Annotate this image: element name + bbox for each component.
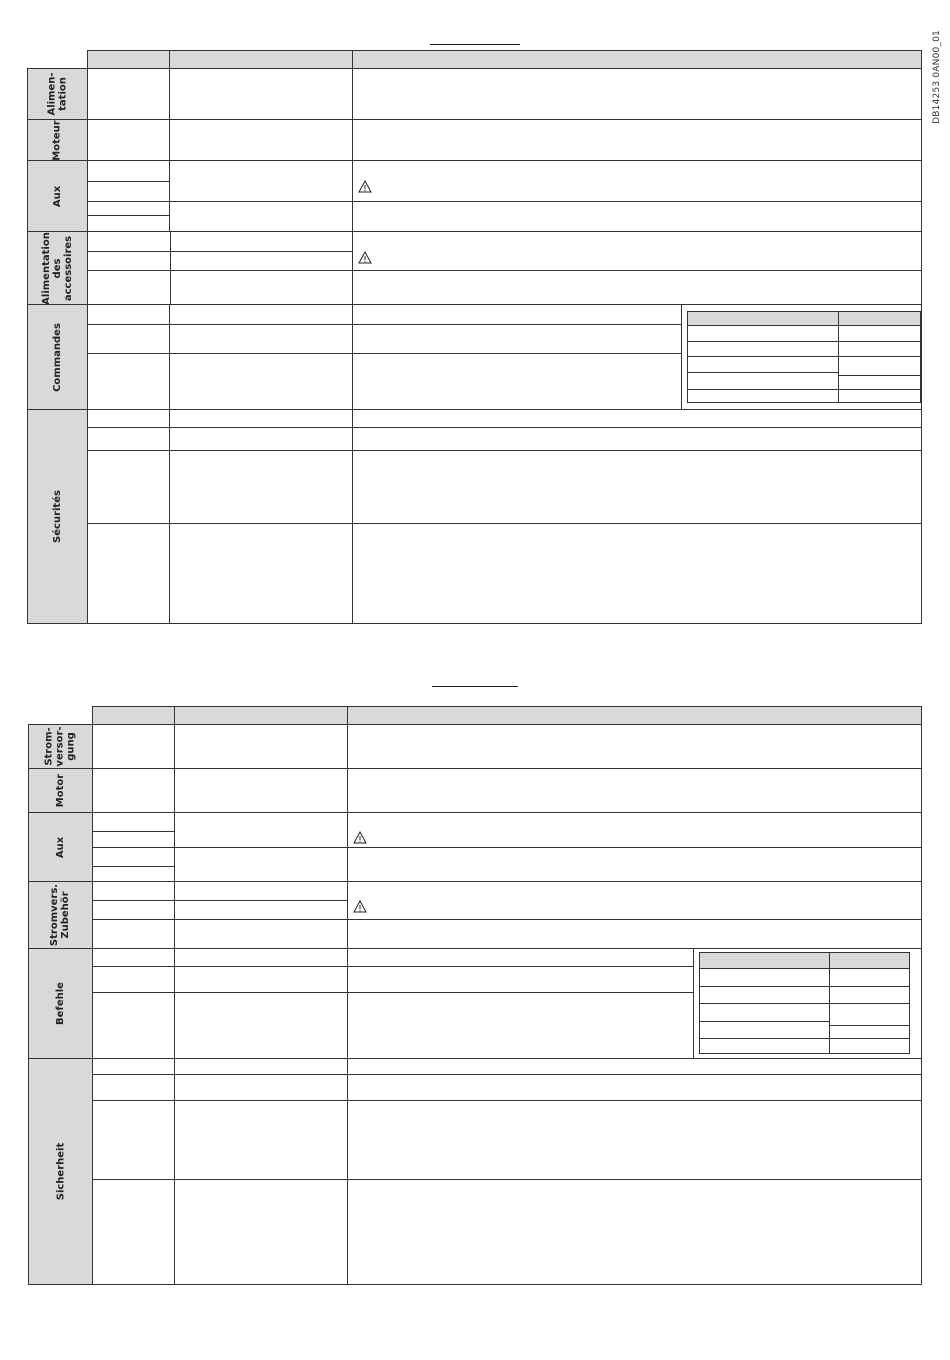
table-cell bbox=[87, 231, 171, 252]
section-label-sicherheit bbox=[28, 1058, 93, 1285]
table-cell bbox=[92, 881, 175, 901]
table-cell bbox=[352, 304, 682, 325]
section-label-text: Alimentation des accessoires bbox=[41, 231, 74, 305]
table-cell bbox=[174, 1179, 348, 1285]
inner-table-cell bbox=[699, 968, 830, 987]
table-de-header-col3 bbox=[347, 706, 922, 725]
table-cell bbox=[87, 215, 170, 232]
table-fr-header-col1 bbox=[87, 50, 170, 69]
table-cell bbox=[170, 231, 353, 252]
table-cell bbox=[87, 409, 170, 428]
table-cell bbox=[169, 68, 353, 120]
table-cell bbox=[92, 847, 175, 867]
table-cell bbox=[92, 1179, 175, 1285]
warning-triangle-icon bbox=[358, 251, 372, 264]
table-cell bbox=[169, 353, 353, 410]
table-cell bbox=[87, 353, 170, 410]
section-label-text: Stromvers. Zubehör bbox=[49, 883, 72, 947]
table-cell bbox=[87, 201, 170, 216]
table-cell bbox=[92, 900, 175, 920]
table-cell bbox=[347, 881, 922, 920]
section-label-text: Sicherheit bbox=[55, 1142, 66, 1201]
section-label-aux bbox=[28, 812, 93, 882]
table-cell bbox=[92, 812, 175, 832]
section-label-alimentation bbox=[27, 68, 88, 120]
section-label-text: Strom- versor- gung bbox=[43, 726, 77, 767]
table-cell bbox=[174, 812, 348, 848]
inner-table-cell bbox=[699, 1021, 830, 1039]
table-cell bbox=[347, 1074, 922, 1101]
inner-table-cell bbox=[687, 341, 839, 357]
inner-table-cell bbox=[829, 1025, 910, 1039]
section-label-motor bbox=[28, 768, 93, 813]
table-cell bbox=[92, 992, 175, 1059]
section-label-moteur bbox=[27, 119, 88, 161]
inner-table-header bbox=[699, 952, 830, 969]
inner-table-cell bbox=[829, 1038, 910, 1054]
table-cell bbox=[352, 409, 922, 428]
table-cell bbox=[87, 160, 170, 182]
table-cell bbox=[352, 523, 922, 624]
inner-table-cell bbox=[699, 1038, 830, 1054]
table-cell bbox=[347, 724, 922, 769]
inner-table-cell bbox=[829, 968, 910, 987]
table-cell bbox=[87, 119, 170, 161]
table-cell bbox=[352, 427, 922, 451]
table-fr-title-line bbox=[430, 44, 520, 45]
table-cell bbox=[92, 919, 175, 949]
inner-table-cell bbox=[838, 341, 921, 357]
table-cell bbox=[174, 768, 348, 813]
table-de-header-col2 bbox=[174, 706, 348, 725]
inner-table-cell bbox=[699, 986, 830, 1004]
table-cell bbox=[87, 68, 170, 120]
table-cell bbox=[92, 948, 175, 967]
table-cell bbox=[169, 324, 353, 354]
section-label-text: Aux bbox=[52, 185, 63, 207]
table-cell bbox=[174, 1058, 348, 1075]
table-fr-header-col3 bbox=[352, 50, 922, 69]
table-cell bbox=[169, 160, 353, 202]
inner-table-cell bbox=[687, 356, 839, 373]
table-cell bbox=[352, 119, 922, 161]
section-label-befehle bbox=[28, 948, 93, 1059]
table-cell bbox=[174, 966, 348, 993]
table-cell bbox=[92, 1058, 175, 1075]
inner-table-cell bbox=[829, 986, 910, 1004]
table-cell bbox=[87, 181, 170, 202]
table-cell bbox=[92, 866, 175, 882]
section-label-stromvers-zubehoer bbox=[28, 881, 93, 949]
table-cell bbox=[347, 768, 922, 813]
section-label-stromversorgung bbox=[28, 724, 93, 769]
table-cell bbox=[169, 409, 353, 428]
inner-table-header bbox=[838, 311, 921, 326]
table-cell bbox=[169, 450, 353, 524]
table-cell bbox=[352, 231, 922, 271]
table-cell bbox=[174, 1074, 348, 1101]
table-fr-header-col2 bbox=[169, 50, 353, 69]
section-label-text: Alimen- tation bbox=[46, 72, 69, 116]
table-cell bbox=[352, 450, 922, 524]
table-cell bbox=[174, 881, 348, 901]
section-label-text: Befehle bbox=[55, 982, 66, 1025]
inner-table-cell bbox=[838, 325, 921, 342]
document-code: DB14253 0AN00_01 bbox=[932, 30, 942, 124]
table-cell bbox=[347, 948, 694, 967]
table-cell bbox=[92, 831, 175, 848]
table-cell bbox=[347, 966, 694, 993]
table-cell bbox=[170, 251, 353, 271]
warning-triangle-icon bbox=[353, 831, 367, 844]
inner-table-cell bbox=[829, 1003, 910, 1026]
table-cell bbox=[352, 353, 682, 410]
table-cell bbox=[92, 1100, 175, 1180]
section-label-text: Commandes bbox=[52, 322, 63, 392]
inner-table-header bbox=[829, 952, 910, 969]
inner-table-cell bbox=[687, 389, 839, 403]
table-cell bbox=[174, 919, 348, 949]
warning-triangle-icon bbox=[353, 900, 367, 913]
table-cell bbox=[87, 251, 171, 271]
table-cell bbox=[87, 304, 170, 325]
table-cell bbox=[347, 847, 922, 882]
section-label-commandes bbox=[27, 304, 88, 410]
table-cell bbox=[347, 992, 694, 1059]
table-cell bbox=[174, 948, 348, 967]
inner-table-cell bbox=[687, 372, 839, 390]
table-cell bbox=[352, 201, 922, 232]
table-cell bbox=[87, 450, 170, 524]
table-cell bbox=[87, 523, 170, 624]
table-cell bbox=[174, 724, 348, 769]
section-label-securites bbox=[27, 409, 88, 624]
table-cell bbox=[169, 119, 353, 161]
table-cell bbox=[169, 427, 353, 451]
section-label-text: Aux bbox=[55, 836, 66, 858]
table-cell bbox=[352, 68, 922, 120]
table-cell bbox=[352, 160, 922, 202]
section-label-text: Sécurités bbox=[52, 490, 63, 543]
table-cell bbox=[347, 919, 922, 949]
section-label-text: Moteur bbox=[52, 119, 63, 161]
table-cell bbox=[87, 427, 170, 451]
table-cell bbox=[87, 324, 170, 354]
inner-table-header bbox=[687, 311, 839, 326]
inner-table-cell bbox=[687, 325, 839, 342]
table-cell bbox=[174, 900, 348, 920]
table-cell bbox=[170, 270, 353, 305]
inner-table-cell bbox=[838, 389, 921, 403]
table-cell bbox=[347, 1058, 922, 1075]
table-cell bbox=[92, 966, 175, 993]
table-cell bbox=[87, 270, 171, 305]
table-de-header-col1 bbox=[92, 706, 175, 725]
table-de-title-line bbox=[432, 686, 518, 687]
table-cell bbox=[169, 304, 353, 325]
inner-table-cell bbox=[699, 1003, 830, 1022]
table-cell bbox=[92, 724, 175, 769]
section-label-text: Motor bbox=[55, 773, 66, 808]
table-cell bbox=[174, 847, 348, 882]
section-label-alimentation-accessoires bbox=[27, 231, 88, 305]
inner-table-cell bbox=[838, 375, 921, 390]
warning-triangle-icon bbox=[358, 180, 372, 193]
table-cell bbox=[174, 1100, 348, 1180]
table-cell bbox=[174, 992, 348, 1059]
table-cell bbox=[347, 1179, 922, 1285]
table-cell bbox=[92, 1074, 175, 1101]
inner-table-cell bbox=[838, 356, 921, 376]
section-label-aux bbox=[27, 160, 88, 232]
table-cell bbox=[169, 201, 353, 232]
table-cell bbox=[347, 812, 922, 848]
table-cell bbox=[347, 1100, 922, 1180]
table-cell bbox=[352, 270, 922, 305]
table-cell bbox=[169, 523, 353, 624]
table-cell bbox=[352, 324, 682, 354]
table-cell bbox=[92, 768, 175, 813]
